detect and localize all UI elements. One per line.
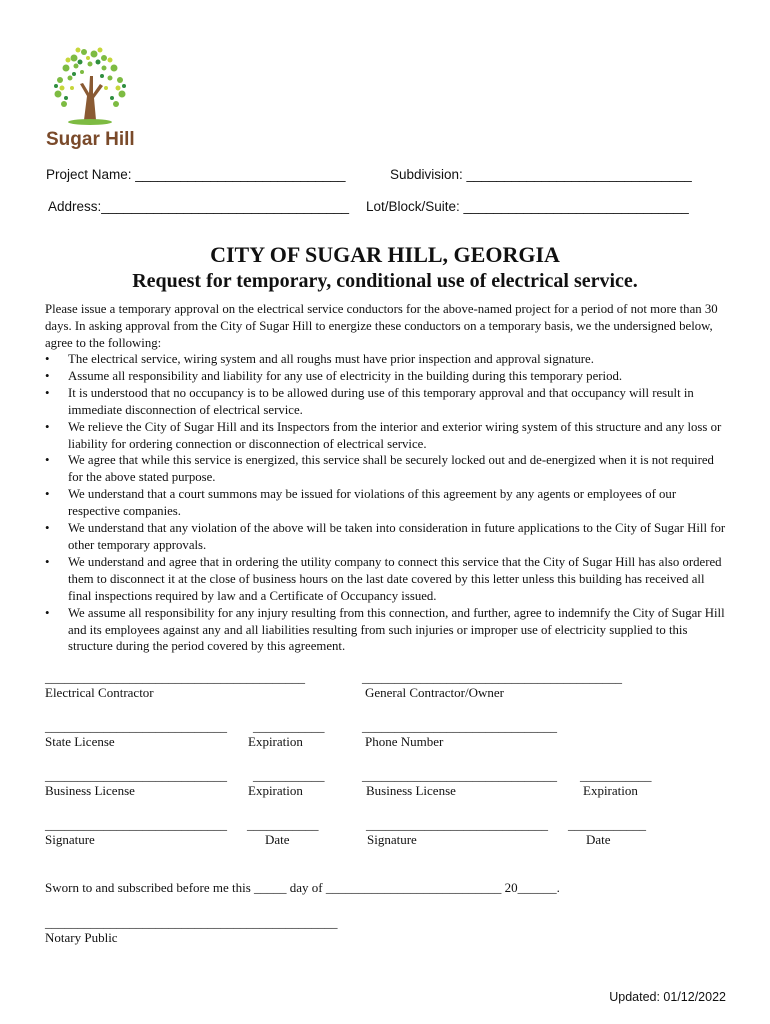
business-license-label: Business License	[45, 783, 135, 798]
bullet-icon: •	[45, 352, 50, 366]
list-item: • We assume all responsibility for any injury resulting from this connection, and further, agree to indemnify the City of Sugar Hill and its employees against any and all liabilities resulting from such injuries or improper use of electricity supplied to this structure during the period covered by this agreement.	[45, 605, 725, 654]
business-license-line[interactable]: ____________________________	[45, 768, 227, 783]
subdivision-field[interactable]: Subdivision: ______________________________	[390, 167, 692, 182]
electrical-contractor-signature-line[interactable]: ____________________________	[45, 817, 227, 832]
list-item: • It is understood that no occupancy is to be allowed during use of this temporary approval and that occupancy will result in immediate disconnection of electrical service.	[45, 385, 694, 417]
general-contractor-label: General Contractor/Owner	[365, 685, 504, 700]
signature-date-line[interactable]: ___________	[247, 817, 319, 832]
phone-number-label: Phone Number	[365, 734, 444, 749]
list-item: • We agree that while this service is energized, this service shall be securely locked out and de-energized when it is not required for the above stated purpose.	[45, 453, 714, 485]
bullet-icon: •	[45, 487, 50, 502]
bullet-icon: •	[45, 419, 50, 434]
expiration-label: Expiration	[248, 783, 303, 798]
state-license-line[interactable]: ____________________________	[45, 719, 227, 734]
bullet-icon: •	[45, 453, 50, 468]
list-item: • The electrical service, wiring system and all roughs must have prior inspection and approval signature.	[45, 352, 594, 366]
updated-date: Updated: 01/12/2022	[609, 990, 726, 1004]
date-label: Date	[265, 832, 290, 847]
notary-public-label: Notary Public	[45, 930, 118, 945]
gc-signature-label: Signature	[367, 832, 417, 847]
address-field[interactable]: Address:_________________________________	[48, 199, 350, 214]
intro-paragraph: Please issue a temporary approval on the electrical service conductors for the above-named project for a period of not more than 30 days. In asking approval from the City of Sugar Hill to energize these conductors on a temporary basis, we the undersigned below, agree to the following:	[45, 302, 718, 350]
bullet-icon: •	[45, 368, 50, 383]
bullet-icon: •	[45, 554, 50, 569]
document-subtitle: Request for temporary, conditional use of electrical service.	[132, 270, 638, 292]
list-item: • We understand and agree that in ordering the utility company to connect this service that the City of Sugar Hill has also ordered them to disconnect it at the close of business hours on the last date covered by this letter unless this building has received all final inspections required by law and a Certificate of Occupancy issued.	[45, 554, 722, 603]
electrical-contractor-label: Electrical Contractor	[45, 685, 154, 700]
signature-label: Signature	[45, 832, 95, 847]
gc-expiration-label: Expiration	[583, 783, 638, 798]
list-item: • Assume all responsibility and liability for any use of electricity in the building during this temporary period.	[45, 368, 623, 383]
project-name-field[interactable]: Project Name: ____________________________	[46, 167, 346, 182]
gc-business-license-line[interactable]: ______________________________	[362, 768, 557, 783]
general-contractor-signature-line[interactable]: ________________________________________	[362, 670, 622, 685]
gc-signature-date-line[interactable]: ____________	[568, 817, 646, 832]
sugar-hill-logo	[44, 44, 134, 150]
electrical-contractor-signature-line[interactable]: ________________________________________	[45, 670, 305, 685]
sworn-statement[interactable]: Sworn to and subscribed before me this _____ day of ___________________________ 20______.	[45, 880, 560, 895]
state-license-expiration-line[interactable]: ___________	[253, 719, 325, 734]
gc-business-license-expiration-line[interactable]: ___________	[580, 768, 652, 783]
expiration-label: Expiration	[248, 734, 303, 749]
gc-signature-line[interactable]: ____________________________	[366, 817, 548, 832]
state-license-label: State License	[45, 734, 115, 749]
business-license-expiration-line[interactable]: ___________	[253, 768, 325, 783]
bullet-icon: •	[45, 605, 50, 620]
gc-date-label: Date	[586, 832, 611, 847]
lot-block-suite-field[interactable]: Lot/Block/Suite: ______________________________	[366, 199, 689, 214]
tree-logo-icon	[44, 44, 134, 150]
list-item: • We relieve the City of Sugar Hill and its Inspectors from the interior and exterior wiring system of this structure and any loss or liability for ordering connection or disconnection of electrical service.	[45, 419, 722, 451]
bullet-icon: •	[45, 521, 50, 536]
gc-business-license-label: Business License	[366, 783, 456, 798]
bullet-icon: •	[45, 385, 50, 400]
phone-number-line[interactable]: ______________________________	[362, 719, 557, 734]
list-item: • We understand that any violation of the above will be taken into consideration in future applications to the City of Sugar Hill for other temporary approvals.	[45, 521, 726, 552]
notary-signature-line[interactable]: _____________________________________________	[45, 915, 338, 930]
document-title: CITY OF SUGAR HILL, GEORGIA	[210, 242, 560, 267]
agreement-terms-list	[45, 351, 730, 655]
svg-text:Sugar Hill: Sugar Hill	[46, 129, 134, 150]
list-item: • We understand that a court summons may be issued for violations of this agreement by any agents or employees of our respective companies.	[45, 487, 677, 519]
